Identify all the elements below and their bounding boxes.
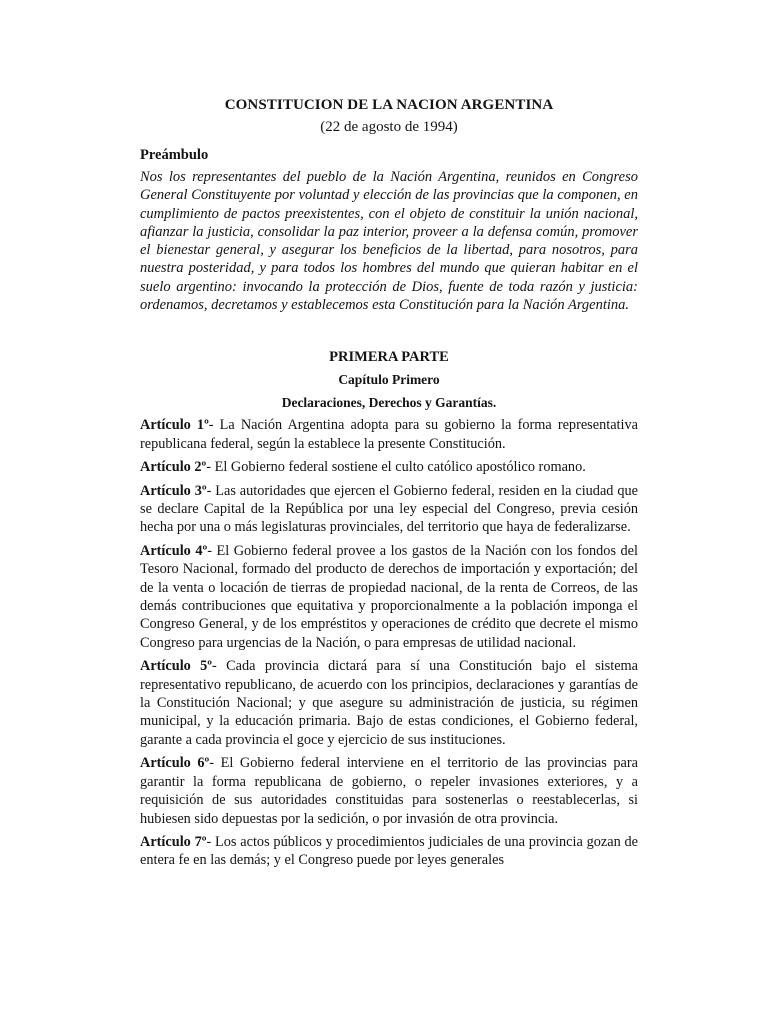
chapter-title: Capítulo Primero (338, 372, 440, 388)
article-text: - Los actos públicos y procedimientos judiciales de una provincia gozan de entera fe en las demás; y el Congreso puede por leyes generales (140, 833, 638, 869)
article-2 (140, 458, 638, 476)
article-text: - La Nación Argentina adopta para su gobierno la forma representativa republicana federal, según la establece la presente Constitución. (140, 417, 638, 452)
article-3 (140, 482, 638, 537)
preamble-heading: Preámbulo (140, 147, 209, 163)
article-6 (140, 754, 638, 828)
article-label: Artículo 7º (140, 833, 207, 850)
article-label: Artículo 3º (140, 482, 207, 499)
document-page (140, 96, 638, 875)
article-label: Artículo 1º (140, 417, 209, 434)
article-label: Artículo 5º (140, 658, 213, 675)
article-text: - El Gobierno federal sostiene el culto católico apostólico romano. (206, 459, 586, 476)
article-label: Artículo 2º (140, 459, 207, 476)
article-1 (140, 416, 638, 453)
document-date: (22 de agosto de 1994) (320, 119, 458, 135)
article-label: Artículo 6º (140, 755, 210, 772)
article-text: - Las autoridades que ejercen el Gobierno federal, residen en la ciudad que se declare Capital de la República por una ley especial del Congreso, previa cesión hecha por una o más legislaturas provinciales, del territorio que haya de federalizarse. (140, 482, 638, 536)
article-4 (140, 542, 638, 652)
article-7 (140, 833, 638, 870)
article-text: - El Gobierno federal interviene en el territorio de las provincias para garantir la forma republicana de gobierno, o repeler invasiones exteriores, y a requisición de sus autoridades constituidas para sostenerlas o reestablecerlas, si hubiesen sido depuestas por la sedición, o por invasión de otra provincia. (140, 755, 638, 827)
preamble-text: Nos los representantes del pueblo de la Nación Argentina, reunidos en Congreso General Constituyente por voluntad y elección de las provincias que la componen, en cumplimiento de pactos preexistentes, con el objeto de constituir la unión nacional, afianzar la justicia, consolidar la paz interior, proveer a la defensa común, promover el bienestar general, y asegurar los beneficios de la libertad, para nosotros, para nuestra posteridad, y para todos los hombres del mundo que quieran habitar en el suelo argentino: invocando la protección de Dios, fuente de toda razón y justicia: ordenamos, decretamos y establecemos esta Constitución para la Nación Argentina. (140, 169, 638, 314)
article-text: - El Gobierno federal provee a los gastos de la Nación con los fondos del Tesoro Nacional, formado del producto de derechos de importación y exportación; del de la venta o locación de tierras de propiedad nacional, de la renta de Correos, de las demás contribuciones que equitativa y proporcionalmente a la población imponga el Congreso General, y de los empréstitos y operaciones de crédito que decrete el mismo Congreso para urgencias de la Nación, o para empresas de utilidad nacional. (140, 542, 638, 651)
document-title: CONSTITUCION DE LA NACION ARGENTINA (224, 97, 554, 113)
part-title: PRIMERA PARTE (329, 349, 449, 366)
article-5 (140, 657, 638, 749)
article-label: Artículo 4º (140, 542, 208, 559)
section-title: Declaraciones, Derechos y Garantías. (281, 395, 497, 411)
article-text: - Cada provincia dictará para sí una Constitución bajo el sistema representativo republicano, de acuerdo con los principios, declaraciones y garantías de la Constitución Nacional; y que asegure su administración de justicia, su régimen municipal, y la educación primaria. Bajo de estas condiciones, el Gobierno federal, garante a cada provincia el goce y ejercicio de sus instituciones. (140, 658, 639, 748)
